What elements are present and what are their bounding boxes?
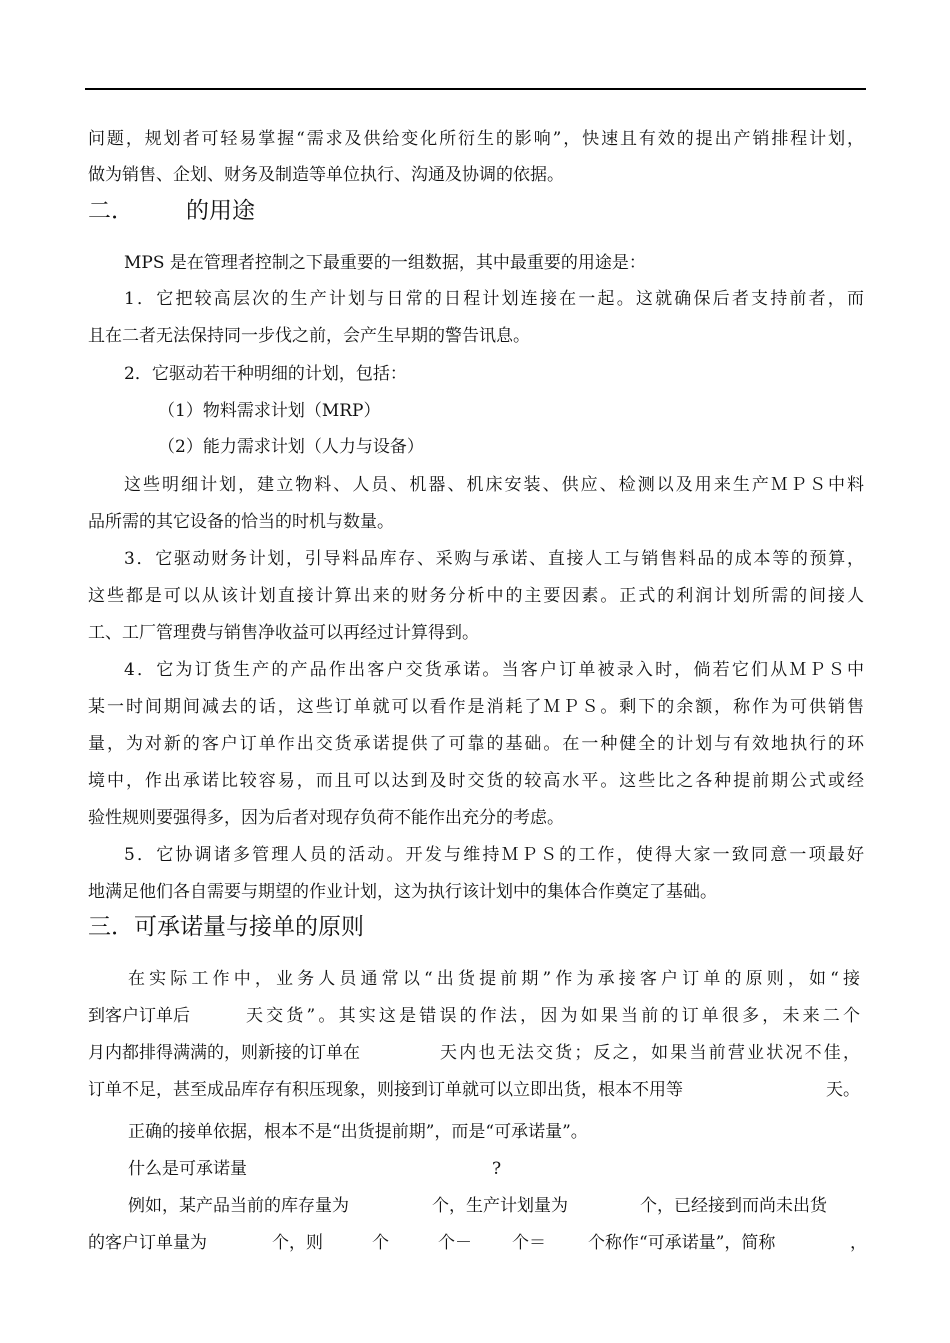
paragraph-line: 1．它把较高层次的生产计划与日常的日程计划连接在一起。这就确保后者支持前者，而: [124, 289, 864, 309]
paragraph-line: 正确的接单依据，根本不是“出货提前期”，而是“可承诺量”。: [128, 1122, 588, 1142]
paragraph-line: 做为销售、企划、财务及制造等单位执行、沟通及协调的依据。: [88, 165, 564, 185]
section-heading-2-text: 的用途: [186, 198, 255, 224]
paragraph-line: 4．它为订货生产的产品作出客户交货承诺。当客户订单被录入时，倘若它们从ＭＰＳ中: [124, 660, 864, 680]
section-heading-3: 三．可承诺量与接单的原则: [88, 914, 364, 940]
paragraph-segment: ?: [492, 1159, 502, 1179]
paragraph-segment: 天内也无法交货；反之，如果当前营业状况不佳，: [440, 1043, 860, 1063]
paragraph-line: 5．它协调诸多管理人员的活动。开发与维持ＭＰＳ的工作，使得大家一致同意一项最好: [124, 845, 864, 865]
paragraph-line: 且在二者无法保持同一步伐之前，会产生早期的警告讯息。: [88, 326, 530, 346]
paragraph-segment: 天。: [826, 1080, 860, 1100]
paragraph-segment: 个＝: [512, 1233, 546, 1253]
paragraph-segment: 个，则: [272, 1233, 323, 1253]
paragraph-line: MPS 是在管理者控制之下最重要的一组数据，其中最重要的用途是：: [124, 253, 646, 273]
paragraph-segment: 例如，某产品当前的库存量为: [128, 1196, 349, 1216]
paragraph-segment: 什么是可承诺量: [128, 1159, 247, 1179]
paragraph-segment: 到客户订单后: [88, 1006, 190, 1026]
paragraph-segment: 订单不足，甚至成品库存有积压现象，则接到订单就可以立即出货，根本不用等: [88, 1080, 683, 1100]
paragraph-segment: 天交货”。其实这是错误的作法，因为如果当前的订单很多，未来二个: [246, 1006, 860, 1026]
paragraph-line: 工、工厂管理费与销售净收益可以再经过计算得到。: [88, 623, 479, 643]
paragraph-segment: 月内都排得满满的，则新接的订单在: [88, 1043, 360, 1063]
paragraph-line: 量，为对新的客户订单作出交货承诺提供了可靠的基础。在一种健全的计划与有效地执行的环: [88, 734, 864, 754]
paragraph-line: 地满足他们各自需要与期望的作业计划，这为执行该计划中的集体合作奠定了基础。: [88, 882, 717, 902]
paragraph-line: 在实际工作中，业务人员通常以“出货提前期”作为承接客户订单的原则，如“接: [128, 969, 860, 989]
paragraph-segment: 的客户订单量为: [88, 1233, 207, 1253]
paragraph-line: 这些都是可以从该计划直接计算出来的财务分析中的主要因素。正式的利润计划所需的间接人: [88, 586, 864, 606]
paragraph-segment: 个－: [438, 1233, 472, 1253]
paragraph-segment: 个: [372, 1233, 389, 1253]
paragraph-segment: 个称作“可承诺量”，简称: [588, 1233, 776, 1253]
paragraph-line: 验性规则要强得多，因为后者对现存负荷不能作出充分的考虑。: [88, 808, 564, 828]
paragraph-line: 品所需的其它设备的恰当的时机与数量。: [88, 512, 394, 532]
paragraph-line: 2．它驱动若干种明细的计划，包括：: [124, 364, 407, 384]
header-rule: [85, 88, 866, 90]
paragraph-segment: 个，生产计划量为: [432, 1196, 568, 1216]
list-item: （2）能力需求计划（人力与设备）: [158, 437, 424, 457]
paragraph-line: 问题，规划者可轻易掌握“需求及供给变化所衍生的影响”，快速且有效的提出产销排程计划，: [88, 129, 864, 149]
paragraph-line: 境中，作出承诺比较容易，而且可以达到及时交货的较高水平。这些比之各种提前期公式或经: [88, 771, 864, 791]
list-item: （1）物料需求计划（MRP）: [158, 401, 381, 421]
paragraph-line: 某一时间期间减去的话，这些订单就可以看作是消耗了ＭＰＳ。剩下的余额，称作为可供销售: [88, 697, 864, 717]
paragraph-segment: ，: [850, 1233, 867, 1253]
paragraph-line: 3．它驱动财务计划，引导料品库存、采购与承诺、直接人工与销售料品的成本等的预算，: [124, 549, 864, 569]
paragraph-segment: 个，已经接到而尚未出货: [640, 1196, 827, 1216]
paragraph-line: 这些明细计划，建立物料、人员、机器、机床安装、供应、检测以及用来生产ＭＰＳ中料: [124, 475, 864, 495]
section-heading-2-number: 二．: [88, 198, 134, 224]
